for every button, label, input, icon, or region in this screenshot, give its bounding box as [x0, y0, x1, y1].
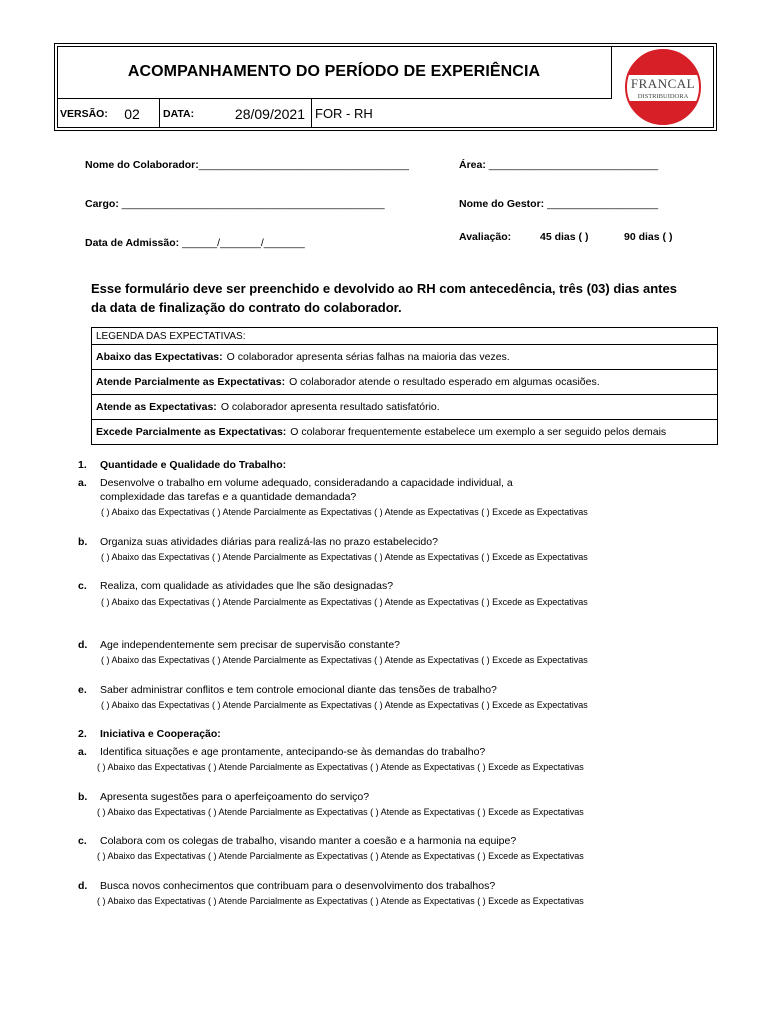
rating-options[interactable]: ( ) Abaixo das Expectativas ( ) Atende Parcialmente as Expectativas ( ) Atende as Expectativas ( ) Excede as Expectativas — [97, 896, 584, 906]
legend-row — [92, 344, 717, 369]
role-line: _____________________________________________ — [121, 198, 385, 210]
question-letter: b. — [78, 791, 88, 803]
question-text: Age independentemente sem precisar de supervisão constante? — [100, 639, 401, 651]
legend-desc: O colaborador apresenta sérias falhas na maioria das vezes. — [226, 351, 510, 363]
question-text: Organiza suas atividades diárias para realizá-las no prazo estabelecido? — [100, 536, 438, 548]
manager-name-field[interactable] — [459, 198, 658, 210]
manager-name-label: Nome do Gestor: — [459, 198, 545, 210]
logo-text-sub: DISTRIBUIDORA — [637, 93, 689, 100]
question-text: Busca novos conhecimentos que contribuam para o desenvolvimento dos trabalhos? — [100, 880, 496, 892]
intro-line-1: Esse formulário deve ser preenchido e devolvido ao RH com antecedência, três (03) dias antes — [91, 281, 677, 296]
question-text-cont: complexidade das tarefas e a quantidade demandada? — [100, 491, 357, 503]
intro-line-2: da data de finalização do contrato do colaborador. — [91, 300, 402, 315]
manager-name-line: ___________________ — [547, 198, 659, 210]
question-text: Apresenta sugestões para o aperfeiçoamento do serviço? — [100, 791, 370, 803]
question-letter: c. — [78, 580, 87, 592]
area-line: _____________________________ — [488, 159, 659, 171]
question-letter: d. — [78, 880, 88, 892]
legend-term: Atende as Expectativas: — [96, 401, 217, 413]
admission-date-field[interactable] — [85, 237, 305, 249]
logo-text-main: FRANCAL — [630, 76, 696, 91]
version-value: 02 — [105, 99, 160, 128]
section-title: Quantidade e Qualidade do Trabalho: — [100, 459, 287, 471]
question-letter: e. — [78, 684, 87, 696]
role-label: Cargo: — [85, 198, 119, 210]
page-title: ACOMPANHAMENTO DO PERÍODO DE EXPERIÊNCIA — [57, 46, 612, 99]
company-logo — [612, 46, 714, 128]
question-letter: a. — [78, 477, 87, 489]
area-field[interactable] — [459, 159, 658, 171]
evaluation-90-days[interactable]: 90 dias ( ) — [624, 231, 673, 243]
legend-term: Abaixo das Expectativas: — [96, 351, 223, 363]
question-text: Colabora com os colegas de trabalho, visando manter a coesão e a harmonia na equipe? — [100, 835, 517, 847]
legend-desc: O colaborador apresenta resultado satisfatório. — [220, 401, 440, 413]
employee-name-field[interactable] — [85, 159, 409, 171]
admission-date-label: Data de Admissão: — [85, 237, 180, 249]
section-number: 1. — [78, 459, 87, 471]
legend-row — [92, 419, 717, 444]
section-title: Iniciativa e Cooperação: — [100, 728, 221, 740]
question-text: Desenvolve o trabalho em volume adequado, consideradando a capacidade individual, a — [100, 477, 513, 489]
question-text: Saber administrar conflitos e tem controle emocional diante das tensões de trabalho? — [100, 684, 497, 696]
question-text: Identifica situações e age prontamente, antecipando-se às demandas do trabalho? — [100, 746, 486, 758]
area-label: Área: — [459, 159, 486, 171]
date-value: 28/09/2021 — [220, 99, 312, 128]
role-field[interactable] — [85, 198, 385, 210]
rating-options[interactable]: ( ) Abaixo das Expectativas ( ) Atende Parcialmente as Expectativas ( ) Atende as Expectativas ( ) Excede as Expectativas — [97, 851, 584, 861]
rating-options[interactable]: ( ) Abaixo das Expectativas ( ) Atende Parcialmente as Expectativas ( ) Atende as Expectativas ( ) Excede as Expectativas — [101, 597, 588, 607]
form-code: FOR - RH — [315, 106, 373, 121]
question-letter: a. — [78, 746, 87, 758]
expectations-legend — [91, 327, 718, 445]
intro-text — [91, 279, 711, 317]
rating-options[interactable]: ( ) Abaixo das Expectativas ( ) Atende Parcialmente as Expectativas ( ) Atende as Expectativas ( ) Excede as Expectativas — [101, 507, 588, 517]
question-letter: d. — [78, 639, 88, 651]
question-letter: c. — [78, 835, 87, 847]
version-label: VERSÃO: — [60, 107, 108, 120]
rating-options[interactable]: ( ) Abaixo das Expectativas ( ) Atende Parcialmente as Expectativas ( ) Atende as Expectativas ( ) Excede as Expectativas — [97, 807, 584, 817]
header-meta-row — [57, 99, 612, 128]
legend-desc: O colaborar frequentemente estabelece um exemplo a ser seguido pelos demais — [290, 426, 667, 438]
admission-date-line: ______/_______/_______ — [182, 237, 305, 249]
evaluation-45-days[interactable]: 45 dias ( ) — [540, 231, 589, 243]
legend-desc: O colaborador atende o resultado esperado em algumas ocasiões. — [289, 376, 600, 388]
legend-term: Excede Parcialmente as Expectativas: — [96, 426, 287, 438]
employee-name-line: ____________________________________ — [198, 159, 409, 171]
evaluation-label: Avaliação: — [459, 231, 512, 243]
employee-name-label: Nome do Colaborador: — [85, 159, 199, 171]
legend-term: Atende Parcialmente as Expectativas: — [96, 376, 286, 388]
question-text: Realiza, com qualidade as atividades que lhe são designadas? — [100, 580, 394, 592]
legend-row — [92, 394, 717, 419]
date-label: DATA: — [163, 107, 195, 120]
rating-options[interactable]: ( ) Abaixo das Expectativas ( ) Atende Parcialmente as Expectativas ( ) Atende as Expectativas ( ) Excede as Expectativas — [101, 700, 588, 710]
question-letter: b. — [78, 536, 88, 548]
legend-row — [92, 369, 717, 394]
rating-options[interactable]: ( ) Abaixo das Expectativas ( ) Atende Parcialmente as Expectativas ( ) Atende as Expectativas ( ) Excede as Expectativas — [101, 655, 588, 665]
rating-options[interactable]: ( ) Abaixo das Expectativas ( ) Atende Parcialmente as Expectativas ( ) Atende as Expectativas ( ) Excede as Expectativas — [101, 552, 588, 562]
rating-options[interactable]: ( ) Abaixo das Expectativas ( ) Atende Parcialmente as Expectativas ( ) Atende as Expectativas ( ) Excede as Expectativas — [97, 762, 584, 772]
section-number: 2. — [78, 728, 87, 740]
legend-title: LEGENDA DAS EXPECTATIVAS: — [96, 330, 246, 342]
francal-logo-icon — [624, 48, 702, 126]
